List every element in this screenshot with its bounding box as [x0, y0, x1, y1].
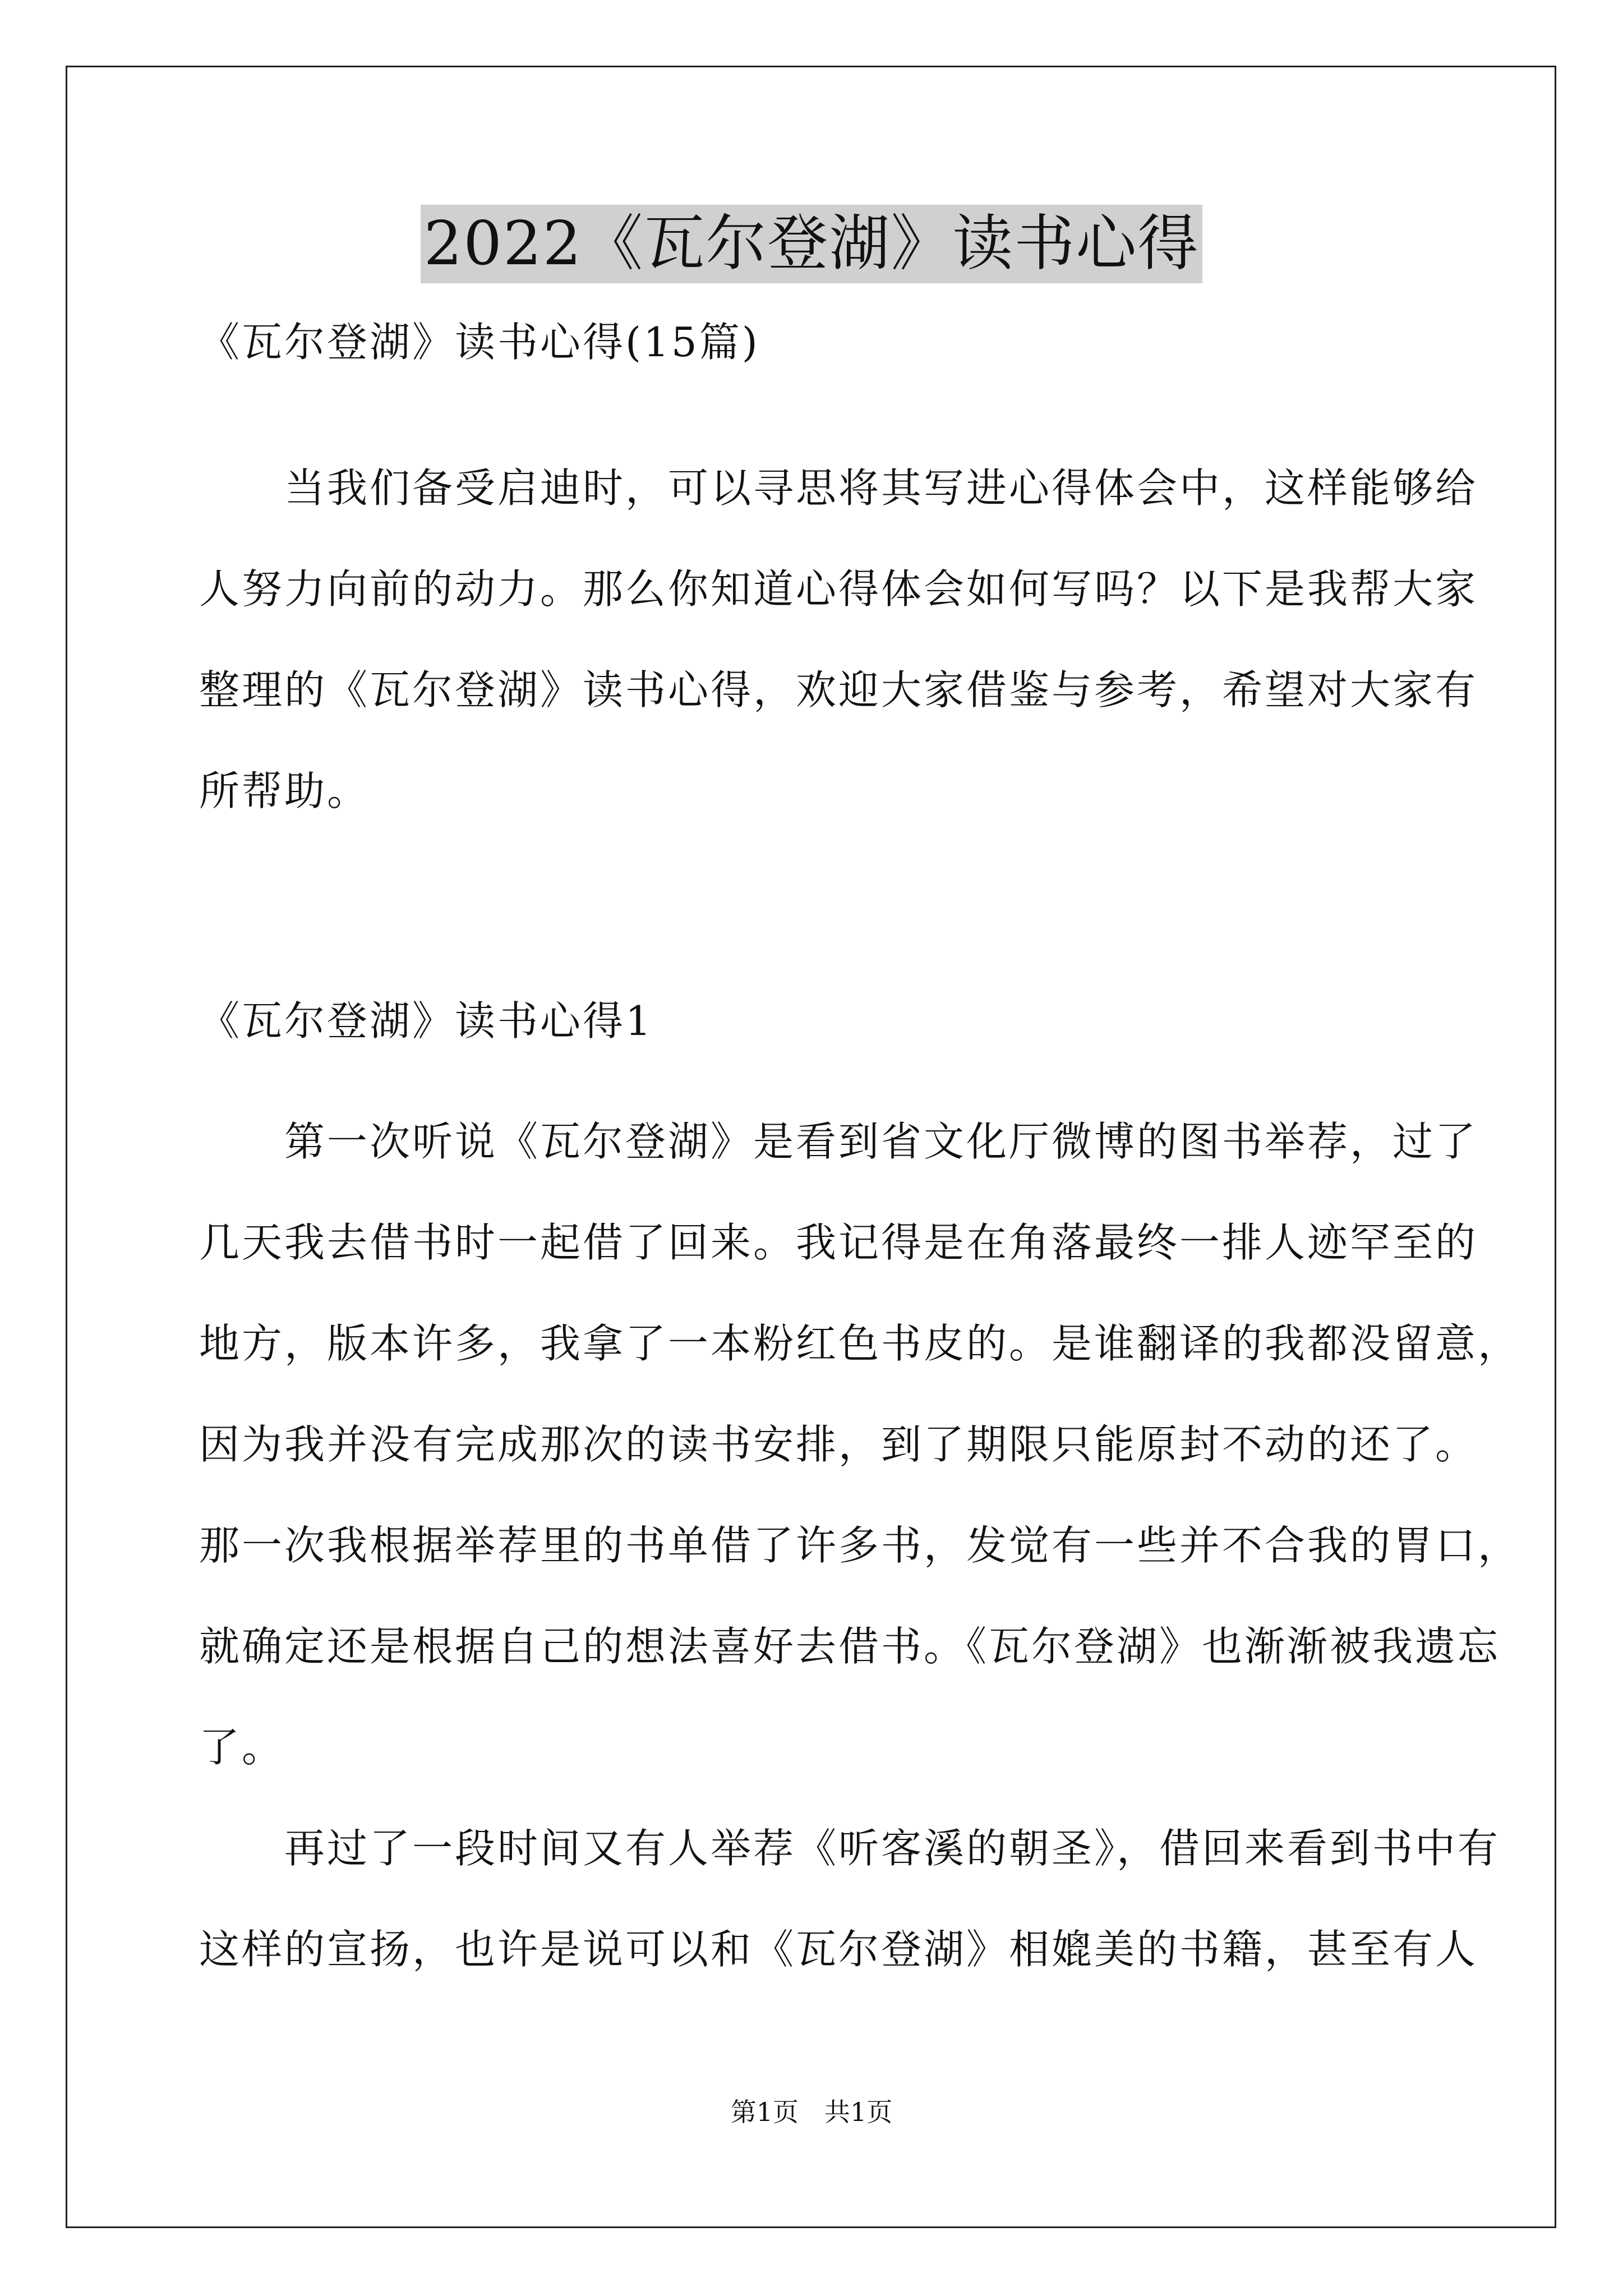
paragraph-line: 再过了一段时间又有人举荐《听客溪的朝圣》，借回来看到书中有 — [199, 1825, 1501, 1872]
document-title: 2022《瓦尔登湖》读书心得 — [421, 205, 1203, 283]
paragraph-line: 那一次我根据举荐里的书单借了许多书，发觉有一些并不合我的胃口， — [199, 1522, 1521, 1569]
intro-line: 人努力向前的动力。那么你知道心得体会如何写吗？以下是我帮大家 — [199, 565, 1478, 613]
intro-line: 所帮助。 — [199, 767, 370, 815]
paragraph-line: 几天我去借书时一起借了回来。我记得是在角落最终一排人迹罕至的 — [199, 1219, 1478, 1266]
paragraph-line: 地方，版本许多，我拿了一本粉红色书皮的。是谁翻译的我都没留意， — [199, 1320, 1521, 1367]
intro-line: 整理的《瓦尔登湖》读书心得，欢迎大家借鉴与参考，希望对大家有 — [199, 666, 1478, 714]
title-wrap — [0, 205, 1623, 283]
paragraph-line: 了。 — [199, 1724, 285, 1771]
document-subtitle: 《瓦尔登湖》读书心得(15篇) — [199, 319, 760, 366]
paragraph-line: 第一次听说《瓦尔登湖》是看到省文化厅微博的图书举荐，过了 — [199, 1118, 1478, 1165]
section-heading: 《瓦尔登湖》读书心得1 — [199, 997, 653, 1045]
page-footer: 第1页 共1页 — [730, 2097, 893, 2127]
intro-line: 当我们备受启迪时，可以寻思将其写进心得体会中，这样能够给 — [199, 464, 1478, 512]
paragraph-line: 这样的宣扬，也许是说可以和《瓦尔登湖》相媲美的书籍，甚至有人 — [199, 1926, 1478, 1973]
paragraph-line: 因为我并没有完成那次的读书安排，到了期限只能原封不动的还了。 — [199, 1421, 1478, 1468]
paragraph-line: 就确定还是根据自己的想法喜好去借书。《瓦尔登湖》也渐渐被我遗忘 — [199, 1623, 1501, 1670]
